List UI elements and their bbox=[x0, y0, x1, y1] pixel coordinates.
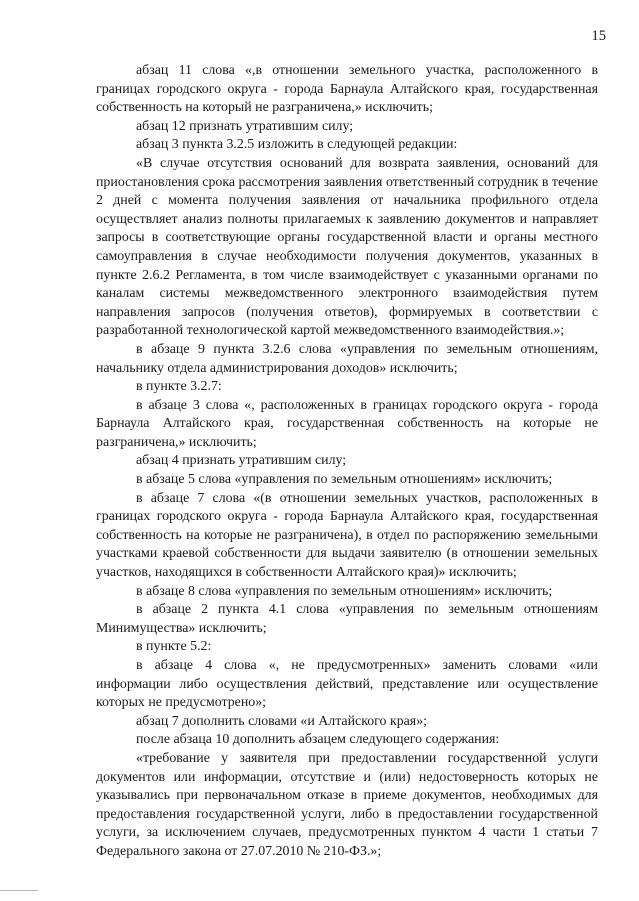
paragraph: абзац 4 признать утратившим силу; bbox=[136, 453, 347, 469]
paragraph: абзац 7 дополнить словами «и Алтайского края»; bbox=[136, 713, 428, 729]
paragraph: абзац 3 пункта 3.2.5 изложить в следующей редакции: bbox=[136, 137, 458, 153]
paragraph: в пункте 5.2: bbox=[136, 639, 212, 655]
page-number: 15 bbox=[591, 28, 606, 44]
paragraph: в абзаце 7 слова «(в отношении земельных участков, расположенных в границах городского округа - города Барнаула Алтайского края, государственная собственность на которые не разграничена), в отдел по распоряжению земельными участками краевой собственности для выдачи заявителю (в отношении земельных участков, находящихся в собственности Алтайского края)» исключить; bbox=[96, 490, 598, 581]
paragraph: абзац 12 признать утратившим силу; bbox=[136, 118, 354, 134]
paragraph: «В случае отсутствия оснований для возврата заявления, оснований для приостановления срока рассмотрения заявления ответственный сотрудник в течение 2 дней с момента получения заявления от начальника профильного отдела осуществляет анализ полноты прилагаемых к заявлению документов и направляет запросы в соответствующие органы государственной власти и органы местного самоуправления в случае необходимости получения документов, указанных в пункте 2.6.2 Регламента, в том числе взаимодействует с указанными органами по каналам системы межведомственного электронного взаимодействия путем направления запросов (получения ответов), формируемых в соответствии с разработанной технологической картой межведомственного взаимодействия.»; bbox=[96, 155, 598, 339]
paragraph: в абзаце 9 пункта 3.2.6 слова «управления по земельным отношениям, начальнику отдела администрирования доходов» исключить; bbox=[96, 341, 598, 376]
paragraph: в абзаце 8 слова «управления по земельным отношениям» исключить; bbox=[136, 583, 553, 599]
paragraph: в абзаце 4 слова «, не предусмотренных» заменить словами «или информации либо осуществления действий, представление или осуществление которых не предусмотрено»; bbox=[96, 658, 598, 711]
paragraph: в абзаце 5 слова «управления по земельным отношениям» исключить; bbox=[136, 472, 553, 488]
paragraph: после абзаца 10 дополнить абзацем следующего содержания: bbox=[136, 732, 500, 748]
scan-edge-mark bbox=[0, 890, 38, 891]
paragraph: абзац 11 слова «,в отношении земельного участка, расположенного в границах городского округа - города Барнаула Алтайского края, государственная собственность на который не разграничена,» исключить; bbox=[96, 63, 598, 116]
paragraph: в абзаце 2 пункта 4.1 слова «управления по земельным отношениям Минимущества» исключить; bbox=[96, 602, 598, 636]
paragraph: «требование у заявителя при предоставлении государственной услуги документов или информации, отсутствие и (или) недостоверность которых не указывались при первоначальном отказе в приеме документов, необходимых для предоставления государственной услуги, либо в предоставлении государственной услуги, за исключением случаев, предусмотренных пунктом 4 части 1 статьи 7 Федерального закона от 27.07.2010 № 210-ФЗ.»; bbox=[96, 750, 598, 859]
paragraph: в пункте 3.2.7: bbox=[136, 379, 222, 395]
document-body bbox=[96, 62, 598, 862]
paragraph: в абзаце 3 слова «, расположенных в границах городского округа - города Барнаула Алтайского края, государственная собственность на которые не разграничена,» исключить; bbox=[96, 397, 598, 450]
